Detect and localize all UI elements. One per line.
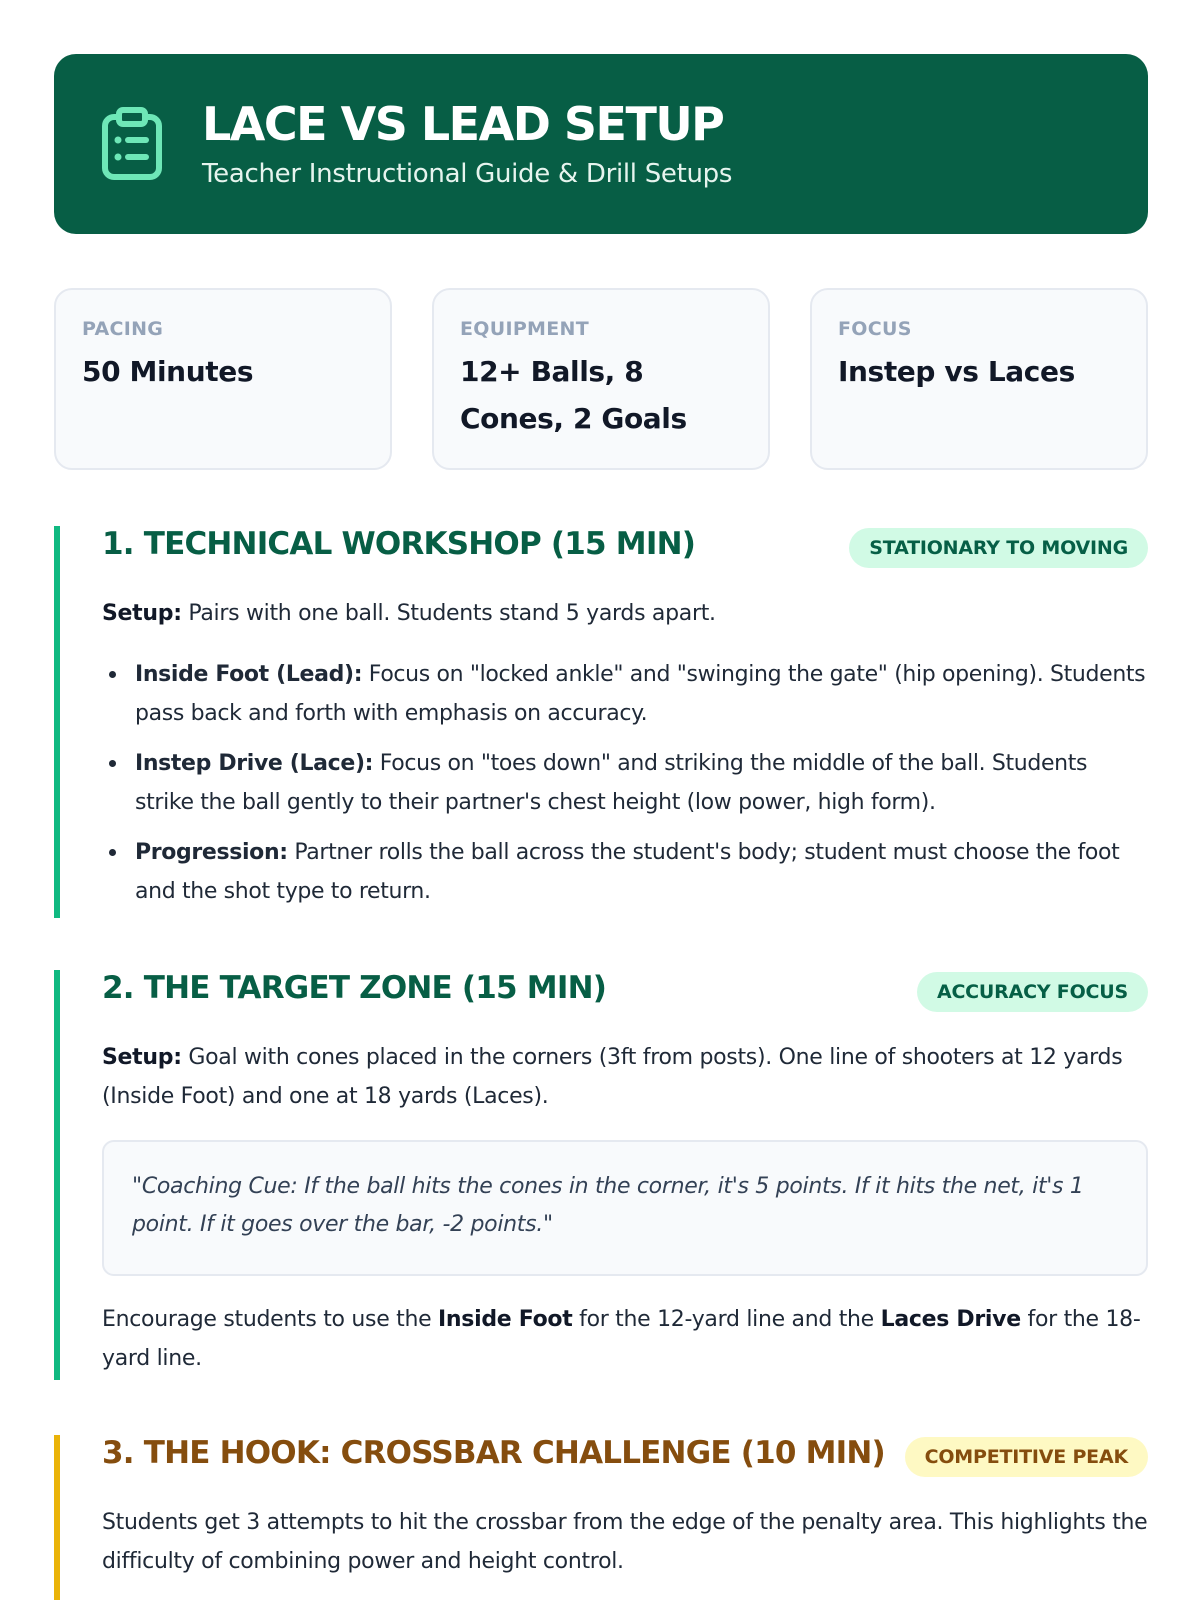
list-item — [102, 744, 1148, 822]
setup-text: Goal with cones placed in the corners (3ft from posts). One line of shooters at 12 yards (Inside Foot) and one at 18 yards (Laces). — [102, 1045, 1123, 1109]
section-badge: ACCURACY FOCUS — [917, 972, 1148, 1012]
info-cards — [54, 288, 1148, 470]
card-label: FOCUS — [838, 318, 912, 340]
page-header — [54, 54, 1148, 234]
setup-label: Setup: — [102, 1045, 182, 1070]
section-badge: COMPETITIVE PEAK — [905, 1437, 1148, 1477]
section-paragraph: Students get 3 attempts to hit the crossbar from the edge of the penalty area. This highlights the difficulty of combining power and height control. — [102, 1510, 1148, 1574]
section-title: 1. TECHNICAL WORKSHOP (15 MIN) — [102, 526, 696, 562]
section-badge: STATIONARY TO MOVING — [849, 528, 1148, 568]
list-item — [102, 655, 1148, 733]
page-subtitle: Teacher Instructional Guide & Drill Setups — [202, 159, 733, 190]
note-text: Encourage students to use the — [102, 1307, 439, 1332]
setup-text: Pairs with one ball. Students stand 5 yards apart. — [181, 601, 716, 626]
section-title: 2. THE TARGET ZONE (15 MIN) — [102, 970, 607, 1006]
info-card-equipment — [432, 288, 770, 470]
note-text: for the 18-yard line. — [102, 1307, 1141, 1371]
note-emphasis: Laces Drive — [880, 1307, 1021, 1332]
info-card-focus — [810, 288, 1148, 470]
list-item — [102, 833, 1148, 911]
clipboard-list-icon — [102, 107, 162, 181]
setup-paragraph — [102, 594, 1148, 633]
note-emphasis: Inside Foot — [438, 1307, 573, 1332]
card-label: EQUIPMENT — [460, 318, 590, 340]
card-value: Instep vs Laces — [838, 355, 1075, 388]
bullet-text: Focus on "locked ankle" and "swinging the gate" (hip opening). Students pass back and forth with emphasis on accuracy. — [135, 662, 1146, 726]
card-value: 12+ Balls, 8 Cones, 2 Goals — [460, 355, 687, 435]
bullet-text: Partner rolls the ball across the student's body; student must choose the foot and the shot type to return. — [135, 840, 1120, 904]
info-card-pacing — [54, 288, 392, 470]
coaching-cue-quote: "Coaching Cue: If the ball hits the cones in the corner, it's 5 points. If it hits the net, it's 1 point. If it goes over the bar, -2 points." — [102, 1140, 1148, 1276]
section-title: 3. THE HOOK: CROSSBAR CHALLENGE (10 MIN) — [102, 1435, 885, 1471]
card-label: PACING — [82, 318, 164, 340]
bullet-label: Instep Drive (Lace): — [135, 751, 374, 776]
bullet-label: Inside Foot (Lead): — [135, 662, 363, 687]
drill-bullet-list — [102, 655, 1148, 911]
section-target-zone — [54, 970, 1148, 1380]
setup-paragraph — [102, 1038, 1148, 1116]
page-title: LACE VS LEAD SETUP — [202, 96, 724, 151]
card-value: 50 Minutes — [82, 355, 254, 388]
section-technical-workshop — [54, 526, 1148, 918]
note-text: for the 12-yard line and the — [572, 1307, 881, 1332]
setup-label: Setup: — [102, 601, 182, 626]
bullet-text: Focus on "toes down" and striking the middle of the ball. Students strike the ball gently to their partner's chest height (low power, high form). — [135, 751, 1088, 815]
section-crossbar-challenge — [54, 1435, 1148, 1600]
bullet-label: Progression: — [135, 840, 288, 865]
note-paragraph — [102, 1300, 1148, 1378]
